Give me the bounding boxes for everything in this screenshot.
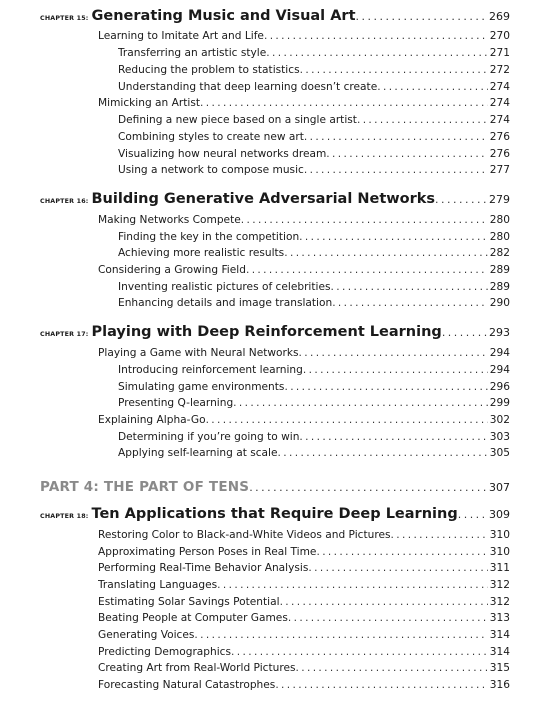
subsection-title: Achieving more realistic results [118, 247, 285, 259]
dot-leader [299, 347, 488, 359]
subsection-entry[interactable] [118, 47, 510, 59]
chapter-label: CHAPTER 17: [40, 331, 89, 338]
subsection-title: Transferring an artistic style [118, 47, 267, 59]
section-title: Creating Art from Real-World Pictures [98, 662, 296, 674]
chapter-heading[interactable] [40, 8, 510, 24]
section-entry[interactable] [98, 30, 510, 42]
page-number: 305 [489, 447, 510, 459]
subsection-title: Enhancing details and image translation [118, 297, 333, 309]
dot-leader [299, 231, 488, 243]
page-number: 316 [489, 679, 510, 691]
subsection-entry[interactable] [118, 397, 510, 409]
subsection-title: Inventing realistic pictures of celebrities [118, 281, 331, 293]
section-title: Considering a Growing Field [98, 264, 246, 276]
subsection-entry[interactable] [118, 231, 510, 243]
dot-leader [194, 629, 487, 641]
section-title: Generating Voices [98, 629, 195, 641]
dot-leader [206, 414, 488, 426]
section-title: Approximating Person Poses in Real Time [98, 546, 317, 558]
section-entry[interactable] [98, 214, 510, 226]
section-entry[interactable] [98, 529, 510, 541]
subsection-title: Presenting Q-learning [118, 397, 234, 409]
section-title: Learning to Imitate Art and Life [98, 30, 264, 42]
section-entry[interactable] [98, 562, 510, 574]
subsection-entry[interactable] [118, 297, 510, 309]
subsection-entry[interactable] [118, 281, 510, 293]
page-number: 289 [489, 281, 510, 293]
page-number: 271 [489, 47, 510, 59]
section-title: Restoring Color to Black-and-White Videos and Pictures [98, 529, 391, 541]
section-title: Performing Real-Time Behavior Analysis [98, 562, 309, 574]
subsection-entry[interactable] [118, 114, 510, 126]
dot-leader [249, 481, 487, 494]
section-title: Forecasting Natural Catastrophes [98, 679, 276, 691]
dot-leader [299, 431, 487, 443]
subsection-entry[interactable] [118, 247, 510, 259]
dot-leader [288, 612, 488, 624]
page-number: 296 [489, 381, 510, 393]
chapter-title: Playing with Deep Reinforcement Learning [91, 324, 442, 340]
subsection-entry[interactable] [118, 381, 510, 393]
dot-leader [246, 264, 488, 276]
page-number: 312 [489, 596, 510, 608]
chapter-label: CHAPTER 18: [40, 513, 89, 520]
subsection-title: Understanding that deep learning doesn’t create [118, 81, 378, 93]
section-title: Mimicking an Artist [98, 97, 201, 109]
page-number: 299 [489, 397, 510, 409]
section-entry[interactable] [98, 679, 510, 691]
page-number: 314 [489, 629, 510, 641]
dot-leader [241, 214, 488, 226]
section-entry[interactable] [98, 662, 510, 674]
subsection-title: Introducing reinforcement learning [118, 364, 303, 376]
section-title: Explaining Alpha-Go [98, 414, 206, 426]
dot-leader [264, 30, 488, 42]
dot-leader [284, 381, 487, 393]
page-number: 282 [489, 247, 510, 259]
dot-leader [332, 297, 488, 309]
section-entry[interactable] [98, 646, 510, 658]
page-number: 315 [489, 662, 510, 674]
page-number: 313 [489, 612, 510, 624]
page-number: 309 [489, 508, 510, 521]
subsection-title: Simulating game environments [118, 381, 285, 393]
dot-leader [331, 281, 488, 293]
page-number: 270 [489, 30, 510, 42]
page-number: 312 [489, 579, 510, 591]
dot-leader [217, 579, 488, 591]
subsection-title: Finding the key in the competition [118, 231, 300, 243]
subsection-entry[interactable] [118, 81, 510, 93]
page-number: 277 [489, 164, 510, 176]
page-number: 290 [489, 297, 510, 309]
page-number: 303 [489, 431, 510, 443]
dot-leader [357, 114, 488, 126]
dot-leader [442, 326, 487, 339]
subsection-title: Applying self-learning at scale [118, 447, 278, 459]
subsection-entry[interactable] [118, 148, 510, 160]
chapter-title: Ten Applications that Require Deep Learning [91, 506, 458, 522]
section-title: Playing a Game with Neural Networks [98, 347, 299, 359]
dot-leader [458, 508, 487, 521]
page-number: 294 [489, 364, 510, 376]
section-title: Translating Languages [98, 579, 218, 591]
dot-leader [435, 193, 487, 206]
section-title: Predicting Demographics [98, 646, 232, 658]
subsection-entry[interactable] [118, 431, 510, 443]
section-entry[interactable] [98, 347, 510, 359]
section-entry[interactable] [98, 97, 510, 109]
dot-leader [231, 646, 488, 658]
dot-leader [356, 10, 487, 23]
dot-leader [233, 397, 488, 409]
dot-leader [300, 64, 488, 76]
chapter-title: Building Generative Adversarial Networks [91, 191, 436, 207]
dot-leader [284, 247, 488, 259]
page-number: 276 [489, 148, 510, 160]
page-number: 274 [489, 97, 510, 109]
page-number: 294 [489, 347, 510, 359]
page-number: 307 [489, 481, 510, 494]
subsection-title: Determining if you’re going to win [118, 431, 300, 443]
subsection-entry[interactable] [118, 131, 510, 143]
dot-leader [280, 596, 488, 608]
page-number: 280 [489, 214, 510, 226]
dot-leader [304, 131, 488, 143]
subsection-title: Reducing the problem to statistics [118, 64, 300, 76]
section-entry[interactable] [98, 546, 510, 558]
dot-leader [308, 562, 487, 574]
chapter-heading[interactable] [40, 506, 510, 522]
chapter-title: Generating Music and Visual Art [91, 8, 356, 24]
page-number: 279 [489, 193, 510, 206]
dot-leader [304, 164, 488, 176]
page-number: 269 [489, 10, 510, 23]
section-entry[interactable] [98, 629, 510, 641]
section-entry[interactable] [98, 612, 510, 624]
dot-leader [266, 47, 488, 59]
chapter-label: CHAPTER 15: [40, 15, 89, 22]
section-title: Beating People at Computer Games [98, 612, 288, 624]
subsection-entry[interactable] [118, 447, 510, 459]
subsection-entry[interactable] [118, 64, 510, 76]
chapter-label: CHAPTER 16: [40, 198, 89, 205]
subsection-entry[interactable] [118, 164, 510, 176]
section-entry[interactable] [98, 579, 510, 591]
dot-leader [200, 97, 488, 109]
chapter-heading[interactable] [40, 324, 510, 340]
page-number: 311 [489, 562, 510, 574]
subsection-title: Defining a new piece based on a single artist [118, 114, 357, 126]
page-number: 276 [489, 131, 510, 143]
page-number: 289 [489, 264, 510, 276]
dot-leader [275, 679, 487, 691]
page-number: 274 [489, 81, 510, 93]
page-number: 302 [489, 414, 510, 426]
page-number: 280 [489, 231, 510, 243]
subsection-entry[interactable] [118, 364, 510, 376]
page-number: 310 [489, 546, 510, 558]
section-title: Estimating Solar Savings Potential [98, 596, 280, 608]
section-title: Making Networks Compete [98, 214, 241, 226]
dot-leader [303, 364, 488, 376]
subsection-title: Visualizing how neural networks dream [118, 148, 327, 160]
page-number: 293 [489, 326, 510, 339]
section-entry[interactable] [98, 596, 510, 608]
dot-leader [377, 81, 488, 93]
dot-leader [316, 546, 487, 558]
page-number: 272 [489, 64, 510, 76]
dot-leader [278, 447, 488, 459]
dot-leader [391, 529, 488, 541]
dot-leader [326, 148, 487, 160]
chapter-heading[interactable] [40, 191, 510, 207]
subsection-title: Combining styles to create new art [118, 131, 304, 143]
section-entry[interactable] [98, 414, 510, 426]
subsection-title: Using a network to compose music [118, 164, 304, 176]
part-title: PART 4: THE PART OF TENS [40, 479, 250, 495]
page-number: 310 [489, 529, 510, 541]
section-entry[interactable] [98, 264, 510, 276]
part-heading[interactable] [40, 479, 510, 495]
page-number: 314 [489, 646, 510, 658]
dot-leader [295, 662, 487, 674]
page-number: 274 [489, 114, 510, 126]
